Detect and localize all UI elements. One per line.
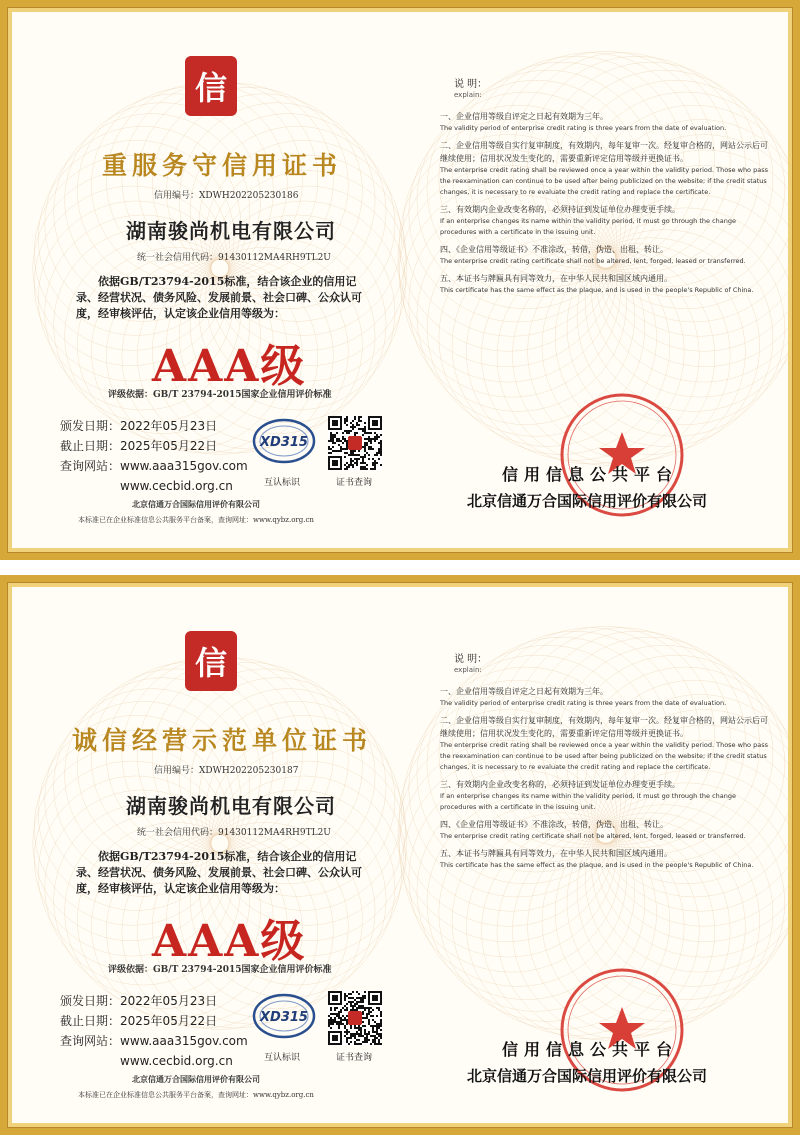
note-text-en: The enterprise credit rating shall be reviewed once a year within the validity period. Those who pass the reexamination can continue to be used after being publicized on the website; if the credit status changes, it is necessary to re evaluate the credit rating and replace the certificate. bbox=[440, 741, 768, 771]
date-block bbox=[60, 991, 248, 1071]
site-link-1[interactable]: www.aaa315gov.com bbox=[120, 459, 248, 473]
note-text-en: If an enterprise changes its name within the validity period, it must go through the change procedures with a certificate in the issuing unit. bbox=[440, 792, 737, 811]
notes-subtitle: explain: bbox=[454, 91, 482, 99]
notes-subtitle: explain: bbox=[454, 666, 482, 674]
xd315-mark-icon bbox=[252, 417, 316, 465]
note-item bbox=[440, 203, 770, 238]
issue-date: 2022年05月23日 bbox=[120, 994, 218, 1008]
note-text-zh: 三、有效期内企业改变名称的，必须持证到发证单位办理变更手续。 bbox=[440, 205, 680, 214]
xd315-mark-text: XD315 bbox=[260, 1010, 308, 1025]
certificate-body: 依据GB/T23794-2015标准，结合该企业的信用记录、经营状况、债务风险、发展前景、社会口碑、公众认可度，经审核评估，认定该企业信用等级为： bbox=[76, 850, 362, 895]
note-item bbox=[440, 272, 770, 296]
rating-basis: 评级依据：GB/T 23794-2015国家企业信用评价标准 bbox=[108, 390, 332, 400]
company-name: 湖南骏尚机电有限公司 bbox=[126, 794, 336, 818]
xd315-mark-icon bbox=[252, 992, 316, 1040]
logo-glyph: 信 bbox=[194, 69, 227, 107]
expire-date-label: 截止日期： bbox=[60, 439, 121, 453]
certificate-frame bbox=[8, 583, 792, 1127]
note-item bbox=[440, 714, 770, 773]
credit-logo-icon bbox=[185, 631, 237, 691]
note-text-zh: 五、本证书与牌匾具有同等效力，在中华人民共和国区域内通用。 bbox=[440, 274, 672, 283]
date-block bbox=[60, 416, 248, 496]
issue-date-label: 颁发日期： bbox=[60, 419, 121, 433]
notes-list bbox=[440, 110, 770, 301]
note-text-en: The enterprise credit rating certificate shall not be altered, lent, forged, leased or transferred. bbox=[440, 257, 746, 265]
issue-date-label: 颁发日期： bbox=[60, 994, 121, 1008]
certificate-title: 重服务守信用证书 bbox=[101, 151, 342, 180]
rating-basis: 评级依据：GB/T 23794-2015国家企业信用评价标准 bbox=[108, 965, 332, 975]
site-label: 查询网站： bbox=[60, 1034, 121, 1048]
seal-caption-issuer: 北京信通万合国际信用评价有限公司 bbox=[467, 492, 708, 510]
certificate-body: 依据GB/T23794-2015标准，结合该企业的信用记录、经营状况、债务风险、发展前景、社会口碑、公众认可度，经审核评估，认定该企业信用等级为： bbox=[76, 275, 362, 320]
note-text-en: If an enterprise changes its name within the validity period, it must go through the change procedures with a certificate in the issuing unit. bbox=[440, 217, 737, 236]
note-item bbox=[440, 818, 770, 842]
logo-glyph: 信 bbox=[194, 644, 227, 682]
certificate-title: 诚信经营示范单位证书 bbox=[72, 726, 373, 755]
note-item bbox=[440, 685, 770, 709]
note-item bbox=[440, 110, 770, 134]
note-text-en: The validity period of enterprise credit rating is three years from the date of evaluation. bbox=[440, 124, 727, 132]
note-item bbox=[440, 778, 770, 813]
certificate-card bbox=[0, 575, 800, 1135]
certificate-lookup-label: 证书查询 bbox=[336, 1053, 373, 1063]
credit-serial: 信用编号：XDWH202205230186 bbox=[154, 191, 299, 201]
note-item bbox=[440, 243, 770, 267]
qr-code-icon[interactable] bbox=[328, 416, 382, 470]
expire-date: 2025年05月22日 bbox=[120, 1014, 218, 1028]
company-name: 湖南骏尚机电有限公司 bbox=[126, 219, 336, 243]
standard-footnote: 本标准已在企业标准信息公共服务平台备案，查询网址：www.qybz.org.cn bbox=[78, 516, 314, 524]
site-label: 查询网站： bbox=[60, 459, 121, 473]
issue-date: 2022年05月23日 bbox=[120, 419, 218, 433]
note-text-zh: 一、企业信用等级自评定之日起有效期为三年。 bbox=[440, 687, 608, 696]
mutual-recognition-label: 互认标识 bbox=[264, 478, 301, 488]
seal-caption-platform: 信用信息公共平台 bbox=[502, 465, 679, 484]
notes-list bbox=[440, 685, 770, 876]
note-text-en: The enterprise credit rating certificate shall not be altered, lent, forged, leased or transferred. bbox=[440, 832, 746, 840]
note-text-en: This certificate has the same effect as the plaque, and is used in the people's Republic of China. bbox=[440, 861, 754, 869]
site-link-2[interactable]: www.cecbid.org.cn bbox=[120, 479, 233, 493]
credit-code: 统一社会信用代码：91430112MA4RH9TL2U bbox=[137, 828, 331, 838]
expire-date: 2025年05月22日 bbox=[120, 439, 218, 453]
credit-grade: AAA级 bbox=[152, 341, 307, 392]
mutual-recognition-label: 互认标识 bbox=[264, 1053, 301, 1063]
note-text-zh: 一、企业信用等级自评定之日起有效期为三年。 bbox=[440, 112, 608, 121]
site-link-2[interactable]: www.cecbid.org.cn bbox=[120, 1054, 233, 1068]
note-text-en: This certificate has the same effect as the plaque, and is used in the people's Republic of China. bbox=[440, 286, 754, 294]
certificate-card bbox=[0, 0, 800, 560]
certificate-frame bbox=[8, 8, 792, 552]
credit-code: 统一社会信用代码：91430112MA4RH9TL2U bbox=[137, 253, 331, 263]
site-link-1[interactable]: www.aaa315gov.com bbox=[120, 1034, 248, 1048]
seal-caption-issuer: 北京信通万合国际信用评价有限公司 bbox=[467, 1067, 708, 1085]
note-text-zh: 四、《企业信用等级证书》不准涂改，转借，伪造、出租、转让。 bbox=[440, 245, 668, 254]
note-text-zh: 五、本证书与牌匾具有同等效力，在中华人民共和国区域内通用。 bbox=[440, 849, 672, 858]
note-text-zh: 四、《企业信用等级证书》不准涂改，转借，伪造、出租、转让。 bbox=[440, 820, 668, 829]
qr-code-icon[interactable] bbox=[328, 991, 382, 1045]
notes-title: 说 明： bbox=[454, 79, 488, 90]
issuer-name: 北京信通万合国际信用评价有限公司 bbox=[132, 499, 260, 509]
issuer-name: 北京信通万合国际信用评价有限公司 bbox=[132, 1074, 260, 1084]
note-text-zh: 二、企业信用等级自实行复审制度，有效期内，每年复审一次。经复审合格的，网站公示后可继续使用；信用状况发生变化的，需要重新评定信用等级并更换证书。 bbox=[440, 141, 768, 163]
note-text-en: The validity period of enterprise credit rating is three years from the date of evaluation. bbox=[440, 699, 727, 707]
notes-title: 说 明： bbox=[454, 654, 488, 665]
note-text-en: The enterprise credit rating shall be reviewed once a year within the validity period. Those who pass the reexamination can continue to be used after being publicized on the website; if the credit status changes, it is necessary to re evaluate the credit rating and replace the certificate. bbox=[440, 166, 768, 196]
expire-date-label: 截止日期： bbox=[60, 1014, 121, 1028]
note-text-zh: 二、企业信用等级自实行复审制度，有效期内，每年复审一次。经复审合格的，网站公示后可继续使用；信用状况发生变化的，需要重新评定信用等级并更换证书。 bbox=[440, 716, 768, 738]
note-text-zh: 三、有效期内企业改变名称的，必须持证到发证单位办理变更手续。 bbox=[440, 780, 680, 789]
credit-serial: 信用编号：XDWH202205230187 bbox=[154, 766, 299, 776]
certificate-lookup-label: 证书查询 bbox=[336, 478, 373, 488]
seal-caption-platform: 信用信息公共平台 bbox=[502, 1040, 679, 1059]
note-item bbox=[440, 847, 770, 871]
note-item bbox=[440, 139, 770, 198]
standard-footnote: 本标准已在企业标准信息公共服务平台备案，查询网址：www.qybz.org.cn bbox=[78, 1091, 314, 1099]
credit-grade: AAA级 bbox=[152, 916, 307, 967]
xd315-mark-text: XD315 bbox=[260, 435, 308, 450]
credit-logo-icon bbox=[185, 56, 237, 116]
